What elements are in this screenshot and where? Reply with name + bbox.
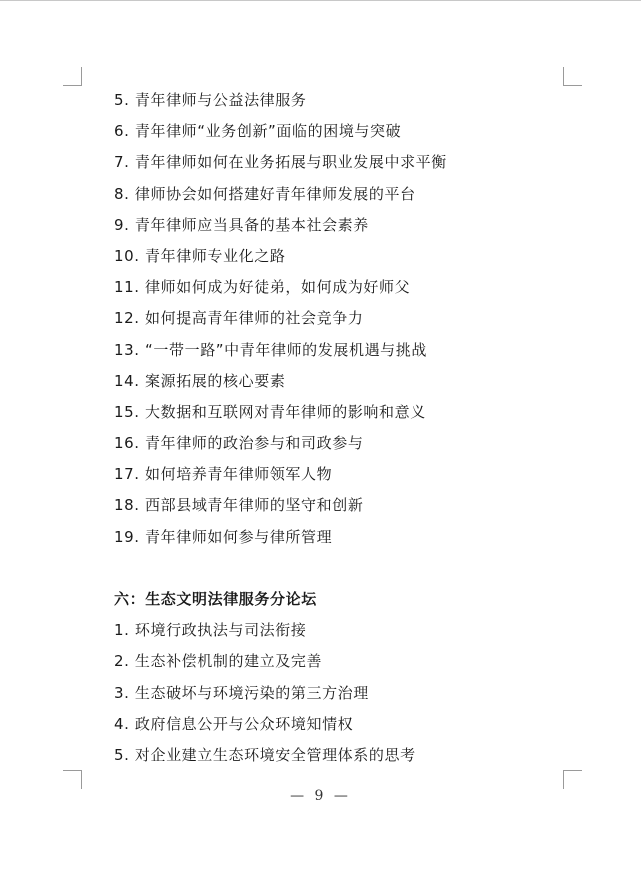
list-item: 16. 青年律师的政治参与和司政参与 bbox=[114, 434, 364, 453]
list-item: 11. 律师如何成为好徒弟，如何成为好师父 bbox=[114, 278, 411, 297]
topic-list-ecology bbox=[114, 615, 534, 771]
list-item: 12. 如何提高青年律师的社会竞争力 bbox=[114, 309, 364, 328]
crop-mark-bottom-left bbox=[63, 770, 82, 789]
list-item: 5. 对企业建立生态环境安全管理体系的思考 bbox=[114, 745, 416, 764]
list-item: 3. 生态破坏与环境污染的第三方治理 bbox=[114, 683, 369, 702]
document-body bbox=[114, 85, 534, 771]
list-item: 9. 青年律师应当具备的基本社会素养 bbox=[114, 215, 369, 234]
list-item: 5. 青年律师与公益法律服务 bbox=[114, 91, 307, 109]
list-item: 10. 青年律师专业化之路 bbox=[114, 246, 286, 265]
list-item: 18. 西部县域青年律师的坚守和创新 bbox=[114, 496, 364, 515]
crop-mark-top-left bbox=[63, 67, 82, 86]
list-item: 7. 青年律师如何在业务拓展与职业发展中求平衡 bbox=[114, 153, 447, 172]
list-item: 1. 环境行政执法与司法衔接 bbox=[114, 621, 307, 640]
section-heading: 六：生态文明法律服务分论坛 bbox=[114, 590, 317, 608]
list-item: 6. 青年律师“业务创新”面临的困境与突破 bbox=[114, 122, 402, 141]
list-item: 4. 政府信息公开与公众环境知情权 bbox=[114, 714, 354, 733]
list-item: 13. “一带一路”中青年律师的发展机遇与挑战 bbox=[114, 340, 427, 359]
list-item: 8. 律师协会如何搭建好青年律师发展的平台 bbox=[114, 184, 416, 203]
page-number: — 9 — bbox=[290, 788, 351, 804]
crop-mark-bottom-right bbox=[563, 770, 582, 789]
list-item: 19. 青年律师如何参与律所管理 bbox=[114, 527, 333, 546]
topic-list-youth-lawyers bbox=[114, 85, 534, 553]
list-item: 15. 大数据和互联网对青年律师的影响和意义 bbox=[114, 402, 426, 421]
section-spacer bbox=[114, 553, 534, 584]
crop-mark-top-right bbox=[563, 67, 582, 86]
list-item: 2. 生态补偿机制的建立及完善 bbox=[114, 652, 323, 671]
list-item: 14. 案源拓展的核心要素 bbox=[114, 371, 286, 390]
page-top-border bbox=[0, 0, 641, 1]
list-item: 17. 如何培养青年律师领军人物 bbox=[114, 465, 333, 484]
